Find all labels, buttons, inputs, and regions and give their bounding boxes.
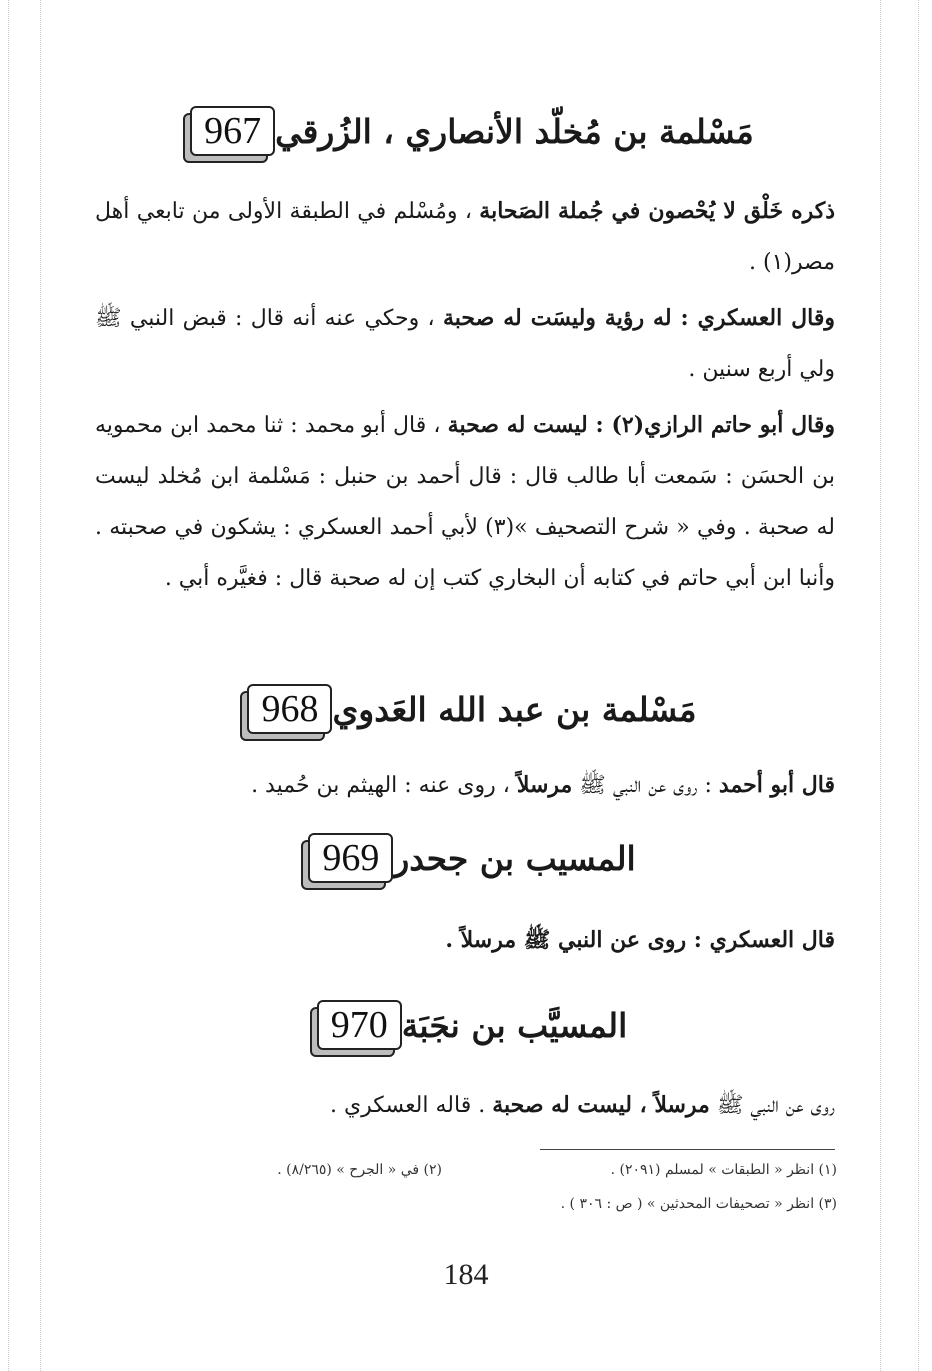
entry-title: مَسْلمة بن عبد الله العَدوي — [332, 689, 697, 729]
entry-heading-970 — [80, 1000, 850, 1050]
entry-number: 970 — [317, 1000, 402, 1050]
body-text: ، وحكي عنه أنه قال : قبض النبي ﷺ ولي أربع سنين . — [95, 306, 835, 382]
entry-number-badge — [247, 684, 332, 734]
bold-text: وقال أبو حاتم الرازي(٢) : ليست له صحبة — [447, 412, 835, 438]
paragraph-6 — [95, 1080, 835, 1131]
entry-number: 968 — [247, 684, 332, 734]
entry-number-badge — [308, 833, 393, 883]
footnote-divider — [540, 1149, 835, 1150]
paragraph-3 — [95, 400, 835, 604]
entry-heading-968 — [80, 684, 850, 734]
bold-text: ذكره خَلْق لا يُحْصون في جُملة الصَحابة — [479, 198, 836, 224]
bold-text: مرسلاً — [516, 772, 573, 798]
footnote-3: (٣) انظر « تصحيفات المحدثين » ( ص : ٣٠٦ ) . — [560, 1196, 837, 1212]
body-text: . قاله العسكري . — [329, 1093, 486, 1118]
entry-number-badge — [190, 106, 275, 156]
body-text: ، ومُسْلم في الطبقة الأولى من تابعي أهل مصر(١) . — [95, 199, 835, 275]
entry-heading-967 — [80, 106, 850, 156]
entry-number: 969 — [308, 833, 393, 883]
entry-title: المسيب بن جحدر — [393, 838, 636, 878]
entry-title: مَسْلمة بن مُخلّد الأنصاري ، الزُرقي — [275, 111, 754, 151]
entry-heading-969 — [80, 833, 850, 883]
footnote-1: (١) انظر « الطبقات » لمسلم (٢٠٩١) . — [610, 1162, 837, 1178]
bold-text: قال العسكري : روى عن النبي ﷺ مرسلاً . — [445, 927, 835, 953]
page-number: 184 — [443, 1258, 489, 1291]
body-text: ، روى عنه : الهيثم بن حُميد . — [251, 773, 510, 798]
body-text: ، قال أبو محمد : ثنا محمد ابن محمويه بن الحسَن : سَمعت أبا طالب قال : قال أحمد بن حنبل : مَسْلمة ابن مُخلد ليست له صحبة . وفي « شرح التصحيف »(٣) لأبي أحمد العسكري : يشكون في صحبته . وأنبا ابن أبي حاتم في كتابه أن البخاري كتب إن له صحبة قال : فغيَّره أبي . — [95, 413, 835, 591]
paragraph-4 — [95, 760, 835, 811]
bold-text: قال أبو أحمد — [718, 772, 835, 798]
bold-text: مرسلاً ، ليست له صحبة — [492, 1092, 710, 1118]
entry-title: المسيَّب بن نجَبَة — [401, 1005, 628, 1045]
paragraph-1 — [95, 186, 835, 288]
paragraph-2 — [95, 293, 835, 395]
entry-number: 967 — [190, 106, 275, 156]
footnote-2: (٢) في « الجرح » (٨/٢٦٥) . — [277, 1162, 442, 1178]
bold-text: وقال العسكري : له رؤية وليسَت له صحبة — [442, 305, 835, 331]
body-text: : روى عن النبي ﷺ — [579, 773, 712, 798]
entry-number-badge — [317, 1000, 402, 1050]
paragraph-5 — [95, 915, 835, 966]
body-text: روى عن النبي ﷺ — [716, 1093, 835, 1118]
